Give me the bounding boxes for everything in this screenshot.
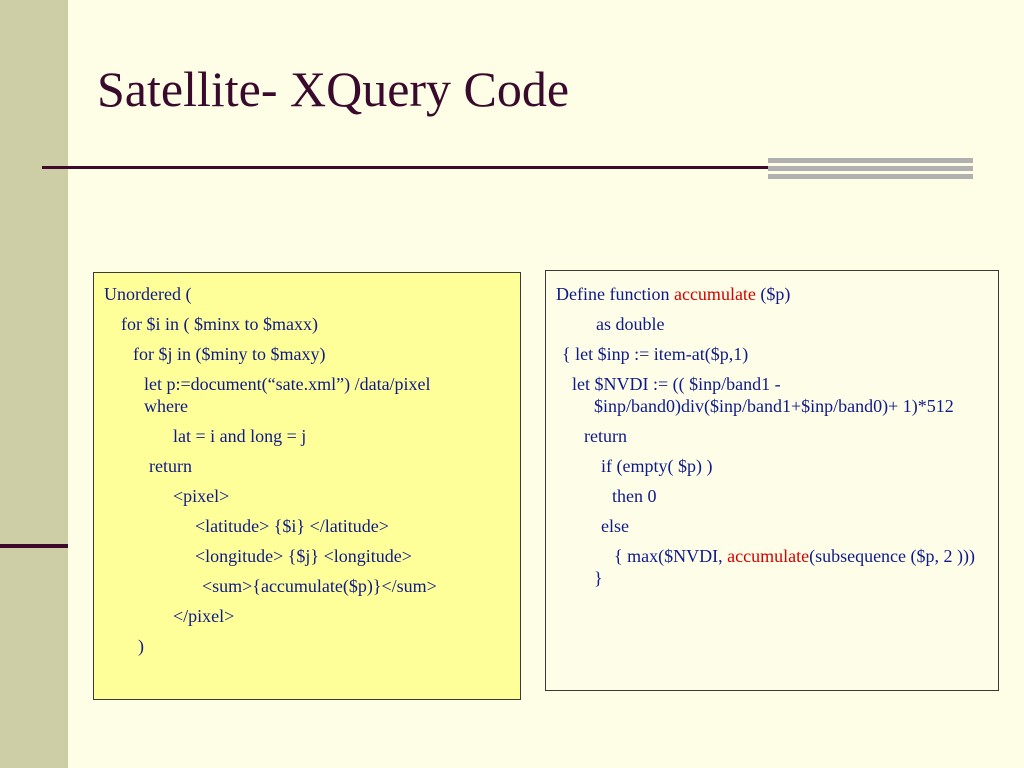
code-line: <longitude> {$j} <longitude> [195, 546, 412, 566]
code-text: { max($NVDI, [614, 546, 728, 566]
code-line: <latitude> {$i} </latitude> [195, 516, 389, 536]
left-code-box [93, 272, 521, 700]
code-line: for $i in ( $minx to $maxx) [121, 314, 318, 334]
code-line [556, 279, 988, 309]
code-line: for $j in ($miny to $maxy) [133, 344, 326, 364]
code-line: ) [138, 636, 144, 656]
code-line: { let $inp := item-at($p,1) [562, 344, 749, 364]
code-text: Define function [556, 284, 674, 304]
code-line: Unordered ( [104, 284, 192, 304]
code-text: ($p) [755, 284, 791, 304]
left-sidebar-decoration [0, 0, 68, 768]
code-line: then 0 [612, 486, 657, 506]
code-line [556, 545, 988, 589]
title-divider-accent [768, 158, 973, 179]
code-line: return [584, 426, 627, 446]
code-line [556, 373, 986, 417]
code-text: let $NVDI := (( $inp/band1 - $inp/band0)div($inp/band1+$inp/band0)+ 1)*512 [572, 374, 954, 416]
function-name: accumulate [727, 546, 810, 566]
code-line: </pixel> [173, 606, 235, 626]
sidebar-accent-line [0, 544, 68, 548]
function-name: accumulate [673, 284, 756, 304]
code-line: <pixel> [173, 486, 230, 506]
code-line: let p:=document(“sate.xml”) /data/pixel where [144, 374, 431, 416]
code-text: (subsequence ($p, 2 ))) } [594, 546, 976, 588]
code-line: as double [596, 314, 665, 334]
code-text [594, 545, 988, 589]
right-code-box [545, 270, 999, 691]
code-line: lat = i and long = j [173, 426, 307, 446]
code-line: else [601, 516, 629, 536]
code-line: <sum>{accumulate($p)}</sum> [202, 576, 437, 596]
code-line: return [149, 456, 192, 476]
code-line: if (empty( $p) ) [601, 456, 713, 476]
slide-title: Satellite- XQuery Code [97, 61, 570, 117]
